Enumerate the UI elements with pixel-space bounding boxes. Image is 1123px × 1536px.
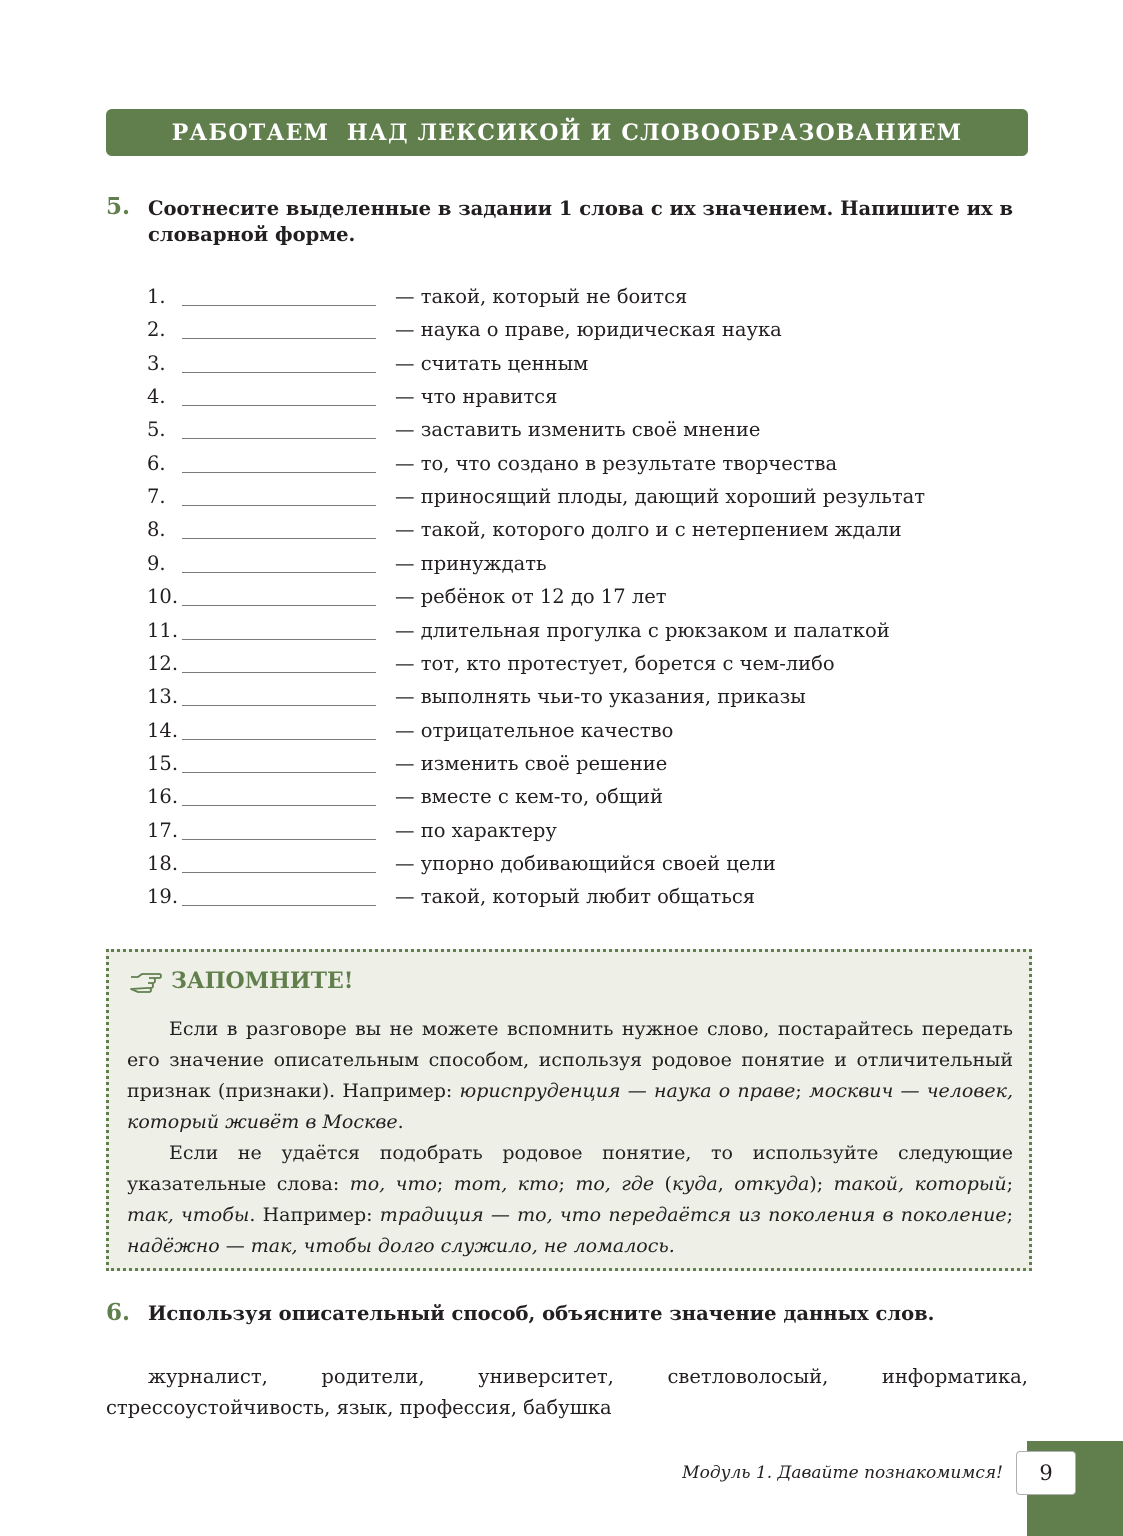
list-item [147, 384, 967, 410]
item-number: 2. [147, 318, 166, 342]
item-number: 13. [147, 685, 179, 709]
item-number: 3. [147, 351, 166, 375]
item-number: 1. [147, 285, 166, 308]
answer-blank[interactable] [182, 305, 376, 306]
list-item [147, 317, 967, 343]
item-definition: — то, что создано в результате творчества [395, 451, 838, 475]
memo-paragraph-1: Если в разговоре вы не можете вспомнить нужное слово, постарайтесь передать его значение описательным способом, используя родовое понятие и отличительный признак (признаки). Например: юриспруденция — наука о праве; москвич — человек, который живёт в Москве. [127, 1018, 1014, 1133]
answer-blank[interactable] [182, 739, 376, 740]
memo-paragraph-2: Если не удаётся подобрать родовое понятие, то используйте следующие указательные слова: то, что; тот, кто; то, где (куда, откуда); такой, который; так, чтобы. Например: традиция — то, что передаётся из поколения в поколение; надёжно — так, чтобы долго служило, не ломалось. [127, 1142, 1014, 1257]
section-banner [106, 109, 1028, 156]
item-number: 4. [147, 385, 166, 409]
list-item [147, 618, 967, 644]
item-number: 19. [147, 885, 179, 909]
answer-blank[interactable] [182, 472, 376, 473]
item-definition: — наука о праве, юридическая наука [395, 318, 782, 342]
answer-blank[interactable] [182, 672, 376, 673]
list-item [147, 517, 967, 543]
answer-blank[interactable] [182, 438, 376, 439]
item-number: 18. [147, 851, 179, 875]
answer-blank[interactable] [182, 605, 376, 606]
list-item [147, 751, 967, 777]
answer-blank[interactable] [182, 772, 376, 773]
item-number: 12. [147, 651, 179, 675]
task-6-number: 6. [106, 1299, 131, 1326]
page-number: 9 [1016, 1451, 1076, 1495]
item-definition: — выполнять чьи-то указания, приказы [395, 685, 806, 709]
list-item [147, 417, 967, 443]
item-number: 10. [147, 585, 179, 609]
item-definition: — отрицательное качество [395, 718, 674, 742]
list-item [147, 684, 967, 710]
item-number: 7. [147, 485, 166, 509]
item-definition: — такой, которого долго и с нетерпением ждали [395, 518, 902, 542]
item-definition: — такой, который не боится [395, 285, 688, 308]
memo-box [106, 949, 1032, 1271]
list-item [147, 284, 967, 310]
answer-blank[interactable] [182, 338, 376, 339]
item-definition: — заставить изменить своё мнение [395, 418, 761, 442]
list-item [147, 551, 967, 577]
item-number: 17. [147, 818, 179, 842]
answer-blank[interactable] [182, 839, 376, 840]
task-6-words: журналист, родители, университет, светловолосый, информатика, стрессоустойчивость, язык, профессия, бабушка [106, 1365, 1028, 1419]
list-item [147, 884, 967, 910]
item-number: 8. [147, 518, 166, 542]
list-item [147, 818, 967, 844]
list-item [147, 484, 967, 510]
answer-blank[interactable] [182, 372, 376, 373]
answer-blank[interactable] [182, 505, 376, 506]
item-definition: — считать ценным [395, 351, 589, 375]
item-definition: — принуждать [395, 551, 547, 575]
item-definition: — по характеру [395, 818, 557, 842]
pointing-hand-icon [129, 968, 163, 994]
memo-body [127, 1014, 1013, 1262]
answer-blank[interactable] [182, 872, 376, 873]
list-item [147, 718, 967, 744]
item-number: 15. [147, 751, 179, 775]
item-definition: — ребёнок от 12 до 17 лет [395, 585, 667, 609]
list-item [147, 451, 967, 477]
memo-header [129, 968, 353, 994]
item-definition: — тот, кто протестует, борется с чем-либо [395, 651, 835, 675]
item-number: 11. [147, 618, 179, 642]
item-definition: — длительная прогулка с рюкзаком и палаткой [395, 618, 890, 642]
task-6-instruction: Используя описательный способ, объясните значение данных слов. [148, 1302, 935, 1325]
item-definition: — вместе с кем-то, общий [395, 785, 663, 809]
item-definition: — упорно добивающийся своей цели [395, 851, 776, 875]
list-item [147, 651, 967, 677]
item-number: 16. [147, 785, 179, 809]
footer-module-title: Модуль 1. Давайте познакомимся! [682, 1463, 1003, 1483]
answer-blank[interactable] [182, 405, 376, 406]
memo-title: ЗАПОМНИТЕ! [171, 968, 354, 994]
item-number: 9. [147, 551, 166, 575]
answer-blank[interactable] [182, 705, 376, 706]
item-definition: — изменить своё решение [395, 751, 668, 775]
section-title: РАБОТАЕМ НАД ЛЕКСИКОЙ И СЛОВООБРАЗОВАНИЕМ [171, 119, 963, 146]
list-item [147, 351, 967, 377]
item-definition: — что нравится [395, 385, 558, 409]
answer-blank[interactable] [182, 538, 376, 539]
item-number: 5. [147, 418, 166, 442]
list-item [147, 584, 967, 610]
answer-blank[interactable] [182, 572, 376, 573]
item-number: 6. [147, 451, 166, 475]
task-5-instruction: Соотнесите выделенные в задании 1 слова с их значением. Напишите их в словарной форме. [148, 197, 1013, 246]
list-item [147, 784, 967, 810]
list-item [147, 851, 967, 877]
answer-blank[interactable] [182, 905, 376, 906]
answer-blank[interactable] [182, 805, 376, 806]
task-5-number: 5. [106, 193, 131, 220]
answer-blank[interactable] [182, 639, 376, 640]
item-definition: — приносящий плоды, дающий хороший результат [395, 485, 926, 509]
item-number: 14. [147, 718, 179, 742]
item-definition: — такой, который любит общаться [395, 885, 756, 909]
